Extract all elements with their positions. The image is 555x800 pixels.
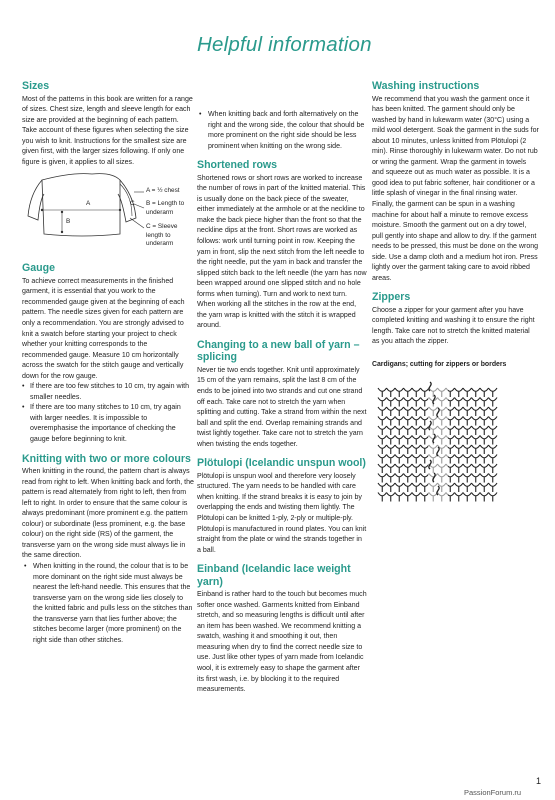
gauge-bullet: • If there are too few stitches to 10 cm, try again with smaller needles. — [22, 382, 194, 403]
einband-text: Einband is rather hard to the touch but becomes much softer once washed. Garments knitted from Einband stretch, and so measuring lengths is difficult until after an item has been washed. We recommend knitting a swatch, washing it and smoothing it out, then measuring when dry to find the correct needle size to use. Just like other types of yarn made from Icelandic wool, it is extremely easy to shape the garment after its first wash, i.e. by blocking it to the required measurements. — [197, 591, 367, 694]
washing-text: We recommend that you wash the garment once it has been knitted. The garment should only be washed by hand in lukewarm water (30°C) using a mild wool detergent. Soak the garment in the suds for about 10 minutes, unless knitted from Plötulopi (2 min). Rinse thoroughly in lukewarm water. Do not rub or wring the garment. Wrap the garment in towels and squeeze out as much water as possible. It is a good idea to put fabric softener, hair conditioner or a little splash of vinegar in the final rinsing water. Finally, the garment can be spun in a washing machine for about half a minute to remove excess moisture. Smooth the garment out on a dry towel, pull gently into shape and allow to dry. If the garment needs to be pressed, this must be done on the wrong side. Use a damp cloth and a medium hot iron. Press lightly over the garment taking care to avoid ribbed areas. — [372, 95, 539, 282]
column-left — [22, 80, 194, 646]
gauge-heading: Gauge — [22, 262, 55, 275]
diagram-letter-b: B — [66, 218, 71, 226]
gauge-text: To achieve correct measurements in the finished garment, it is essential that you work to the recommended gauge given at the beginning of each pattern. The needle sizes given for each pattern are only a recommendation. You are strongly advised to knit a swatch before starting your project to check whether your knitting corresponds to the recommended gauge. Measure 10 cm horizontally across the swatch for the stitch gauge and vertically down for the row gauge. — [22, 277, 185, 380]
gauge-bullet: • If there are too many stitches to 10 cm, try again with larger needles. It is impossible to overemphasise the importance of checking the gauge before beginning to knit. — [22, 403, 194, 445]
two-colours-heading: Knitting with two or more colours — [22, 452, 191, 465]
two-colours-bullet: • When knitting in the round, the colour that is to be more dominant on the right side must always be nearest the left-hand needle. This ensures that the transverse yarn on the wrong side lies closely to the knitted fabric and pulls less on the stitches than the transverse yarn that lies further above; the stitches become larger (more prominent) on the right side than other stitches. — [22, 562, 194, 646]
einband-heading: Einband (Icelandic lace weight yarn) — [197, 563, 351, 588]
shortened-rows-text: Shortened rows or short rows are worked to increase the number of rows in part of the knitted material. This is usually done on the back piece of the sweater, either immediately at the armhole or at the neckline to make the back piece higher than the front so that the neckline dips at the front. Short rows are worked as follows: work until turning point in row. Keeping the yarn in front, slip the next stitch from the left needle to the right needle, put the yarn in back and transfer the slipped stitch back to the left needle (the yarn has now been wrapped around one slipped stitch and no hole forms when turning). Turn and work to next turn. When working all the stitches in the row at the end, the yarn wrap is knitted with the stitch it is wrapped around. — [197, 174, 367, 330]
splicing-heading: Changing to a new ball of yarn – splicing — [197, 338, 360, 364]
diagram-letter-c: C — [130, 200, 135, 208]
plotulopi-heading: Plötulopi (Icelandic unspun wool) — [197, 457, 366, 470]
plotulopi-text: Plötulopi is unspun wool and therefore very loosely structured. The yarn needs to be handled with care when knitting. If the strand breaks it is easy to join by overlapping the ends and twisting them lightly. The Plötulopi can be knitted 1-ply, 2-ply or multiple-ply. Plötulopi is manufactured in round plates. You can knit straight from the plate or wind the strands together in a ball. — [197, 472, 367, 554]
diagram-label-a: A = ½ chest — [146, 187, 180, 195]
diagram-letter-a: A — [86, 200, 91, 208]
column-right — [372, 80, 539, 513]
zippers-text: Choose a zipper for your garment after you have completed knitting and washing it to ensure the right length. Take care not to stretch the knitted material as you attach the zipper. — [372, 306, 535, 346]
splicing-text: Never tie two ends together. Knit until approximately 15 cm of the yarn remains, split the last 8 cm of the ends to be joined into two strands and cut one strand off each. Take care not to stretch the yarn when splitting and cutting. Take a strand from within the next ball and split the end. Overlap remaining strands and twist lightly together. Take care not to stretch the yarn when twisting the ends together. — [197, 366, 367, 448]
two-colours-text: When knitting in the round, the pattern chart is always read from right to left. When knitting back and forth, the pattern is read alternately from right to left, then from left to right. In order to ensure that the same colour is always predominant (more prominent e.g. the pattern colour) or subordinate (less prominent, e.g. the base colour) on the right side (RS) of the garment, the transverse yarn on the wrong side must always lie in the same direction. — [22, 468, 194, 560]
two-colours-bullet: • When knitting back and forth alternatively on the right and the wrong side, the colour that should be more prominent on the right side should be less prominent when knitting on the wrong side. — [197, 110, 367, 152]
zipper-caption: Cardigans; cutting for zippers or borders — [372, 361, 507, 369]
shortened-rows-heading: Shortened rows — [197, 159, 278, 172]
size-diagram — [22, 170, 194, 258]
diagram-label-c: C = Sleeve length to underarm — [146, 223, 178, 248]
washing-heading: Washing instructions — [372, 80, 480, 92]
knit-cutting-illustration — [372, 378, 539, 513]
sizes-text: Most of the patterns in this book are written for a range of sizes. Chest size, length and sleeve length for each size are provided at the beginning of each pattern. Take account of these figures when selecting the size you wish to knit. Instructions for the smallest size are given first, with the larger sizes following. If only one figure is given, it applies to all sizes. — [22, 95, 193, 166]
sizes-heading: Sizes — [22, 80, 50, 92]
knitted-stitches-icon — [372, 378, 504, 508]
column-middle — [197, 110, 367, 696]
zippers-heading: Zippers — [372, 291, 411, 304]
diagram-label-b: B = Length to underarm — [146, 200, 185, 216]
watermark: PassionForum.ru — [464, 788, 522, 797]
page-number: 1 — [536, 776, 542, 786]
page-title: Helpful information — [197, 33, 372, 56]
